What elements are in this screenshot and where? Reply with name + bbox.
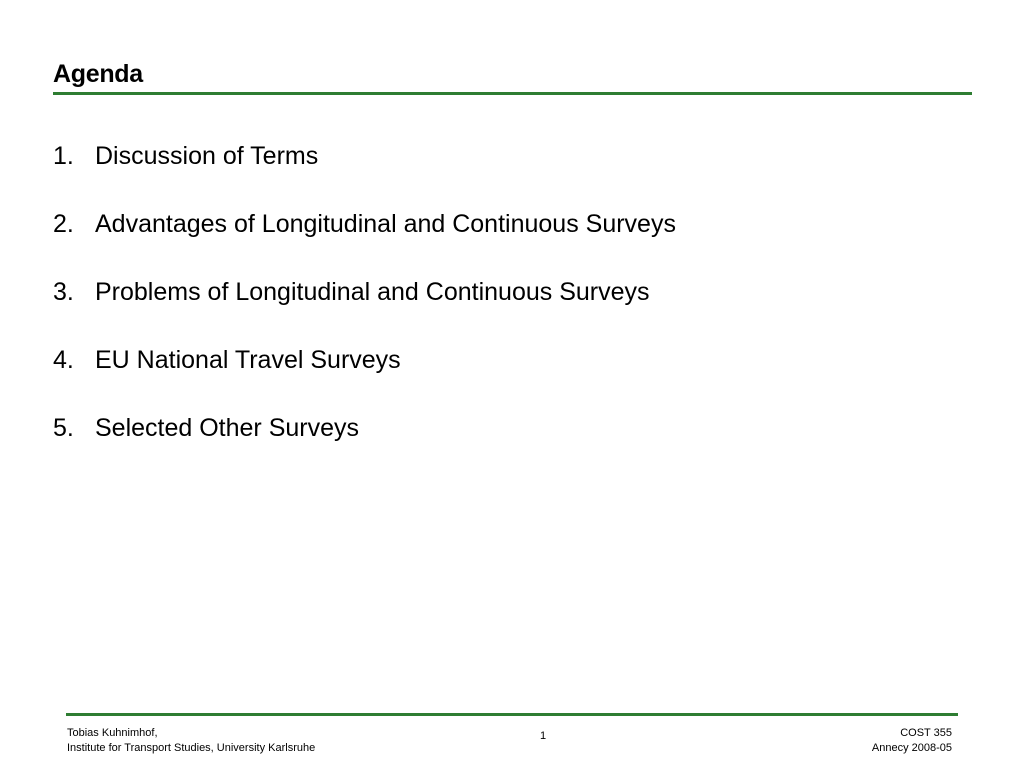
page-number: 1 xyxy=(540,730,547,742)
agenda-item-text: Discussion of Terms xyxy=(95,142,319,170)
agenda-item-text: Advantages of Longitudinal and Continuous Surveys xyxy=(95,210,676,238)
title-divider xyxy=(53,92,972,95)
footer-event-name: COST 355 xyxy=(900,727,952,739)
footer-event-date: Annecy 2008-05 xyxy=(871,742,952,754)
agenda-item xyxy=(53,275,676,309)
agenda-item xyxy=(53,343,676,377)
agenda-item-text: Problems of Longitudinal and Continuous Surveys xyxy=(95,278,650,306)
agenda-list xyxy=(53,139,676,479)
agenda-item-number: 4. xyxy=(53,346,74,374)
footer-divider xyxy=(66,713,958,716)
slide-title: Agenda xyxy=(53,60,143,88)
agenda-item-number: 3. xyxy=(53,278,74,306)
footer-event xyxy=(872,726,952,756)
agenda-item-text: EU National Travel Surveys xyxy=(95,346,401,374)
footer-author-institute: Institute for Transport Studies, University Karlsruhe xyxy=(67,742,316,754)
agenda-item xyxy=(53,207,676,241)
agenda-item xyxy=(53,139,676,173)
agenda-item-number: 2. xyxy=(53,210,74,238)
footer-author xyxy=(67,726,315,756)
agenda-item xyxy=(53,411,676,445)
agenda-item-text: Selected Other Surveys xyxy=(95,414,360,442)
footer-author-name: Tobias Kuhnimhof, xyxy=(67,727,158,739)
agenda-item-number: 1. xyxy=(53,142,74,170)
agenda-item-number: 5. xyxy=(53,414,74,442)
